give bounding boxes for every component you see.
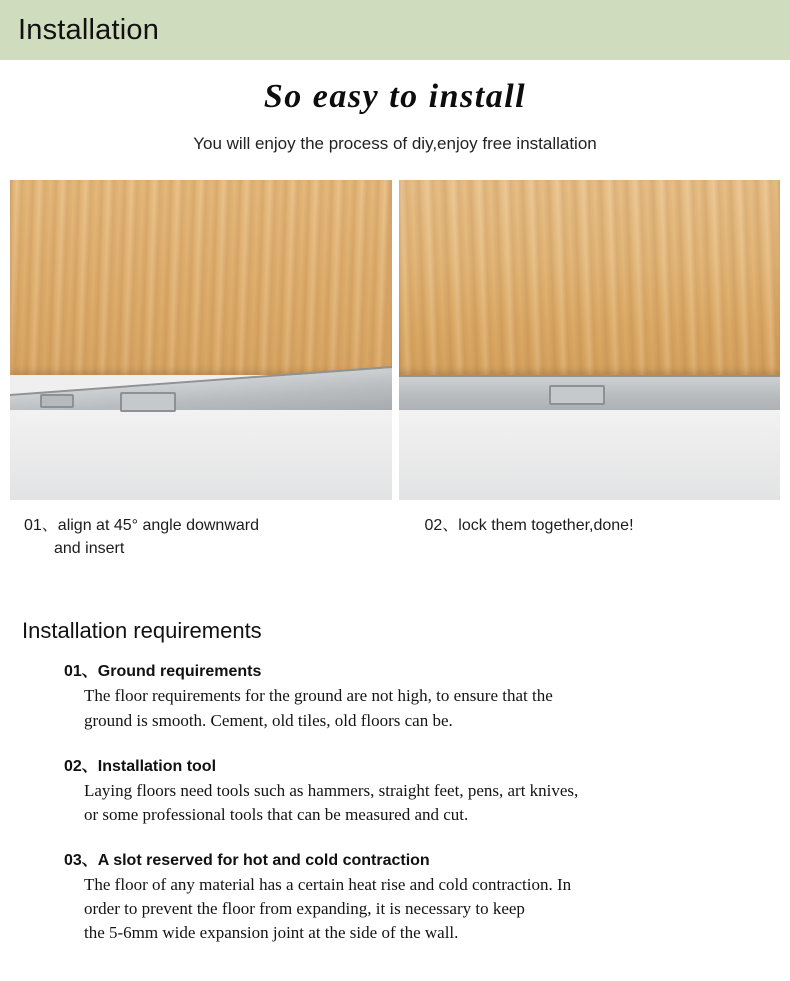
step-2-image	[399, 180, 781, 500]
requirement-1-body	[64, 684, 768, 732]
requirement-3-line2: order to prevent the floor from expanding, it is necessary to keep	[84, 899, 525, 918]
step-1-image	[10, 180, 392, 500]
requirement-2-title: 02、Installation tool	[64, 757, 217, 775]
requirement-3-body	[64, 873, 768, 945]
page-title: Installation	[18, 13, 160, 46]
step-1-caption-line1: 01、align at 45° angle downward	[24, 517, 260, 534]
requirement-item-2	[22, 753, 768, 827]
step-1-caption	[10, 514, 380, 560]
requirements-title: Installation requirements	[22, 618, 262, 644]
requirement-2-line2: or some professional tools that can be measured and cut.	[84, 804, 469, 824]
step-2-caption-line1: 02、lock them together,done!	[424, 517, 634, 534]
requirement-1-line1: The floor requirements for the ground are not high, to ensure that the	[84, 686, 553, 706]
hero-section	[0, 60, 790, 154]
installation-images	[10, 180, 780, 500]
installation-requirements-section	[22, 618, 768, 945]
page-header-banner	[0, 0, 790, 60]
image-captions	[10, 514, 780, 560]
requirement-3-line3: the 5-6mm wide expansion joint at the side of the wall.	[84, 923, 459, 943]
hero-subheading: You will enjoy the process of diy,enjoy free installation	[193, 134, 597, 153]
requirement-2-line1: Laying floors need tools such as hammers, straight feet, pens, art knives,	[84, 780, 579, 800]
requirement-item-3	[22, 847, 768, 945]
click-lock-tongue-1	[40, 394, 74, 408]
wood-plank-surface-2	[399, 180, 781, 375]
click-lock-notch-2	[549, 385, 605, 405]
requirement-3-line1: The floor of any material has a certain heat rise and cold contraction. In	[84, 874, 572, 894]
requirement-1-line2: ground is smooth. Cement, old tiles, old floors can be.	[84, 710, 453, 730]
requirement-2-body	[64, 779, 768, 827]
floor-background-2	[399, 410, 781, 500]
click-lock-notch-1	[120, 392, 176, 412]
floor-background-1	[10, 410, 392, 500]
requirement-3-title: 03、A slot reserved for hot and cold contraction	[64, 851, 430, 869]
requirement-item-1	[22, 658, 768, 732]
requirement-1-title: 01、Ground requirements	[64, 663, 262, 681]
step-1-caption-line2: and insert	[54, 540, 125, 558]
hero-heading: So easy to install	[263, 78, 527, 115]
step-2-caption	[387, 514, 781, 560]
wood-plank-surface-1	[10, 180, 392, 375]
